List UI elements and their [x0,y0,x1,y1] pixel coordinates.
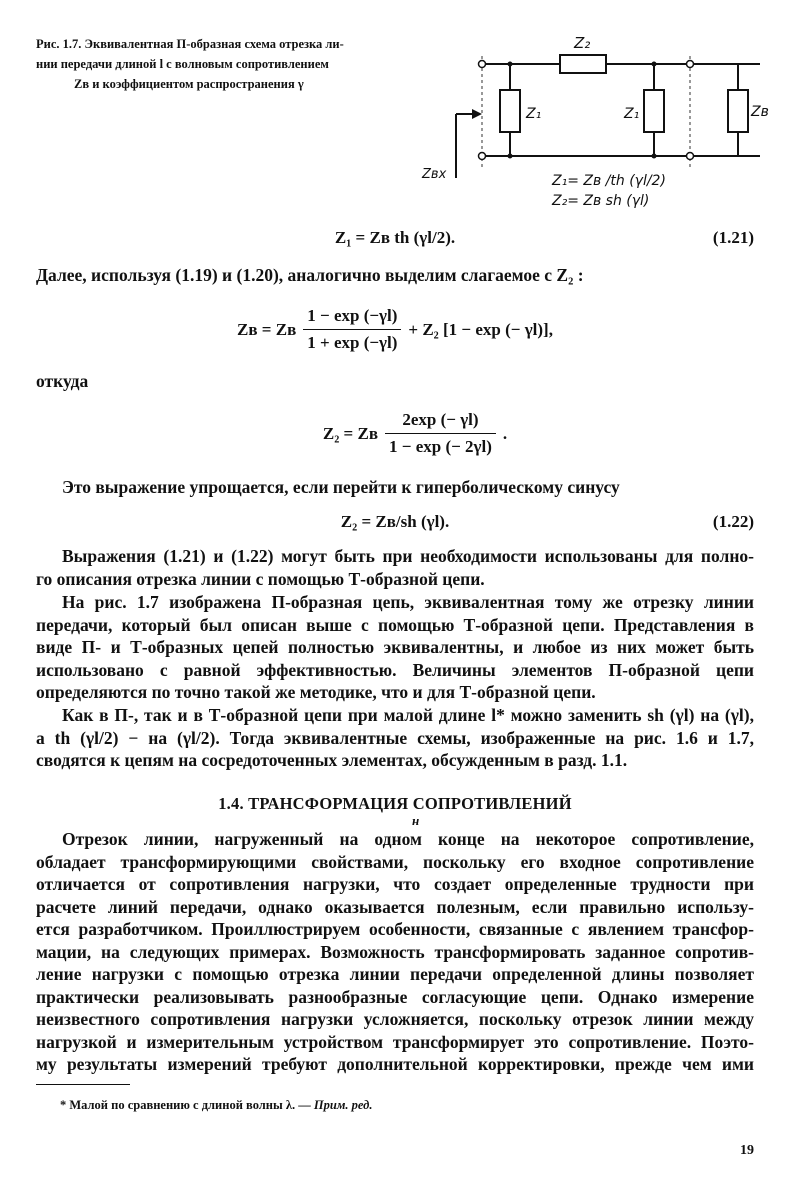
paragraph-vyrazheniya [36,545,754,590]
paragraph-eto [62,476,754,499]
equation-number: (1.21) [712,228,754,247]
formula-z2: Z₂= Zв sh (γl) [552,193,650,209]
text-line: нагрузкой и измерительным устройством трансформирует это сопротивление. Поэто- [36,1031,754,1052]
z1-right-label: Z₁ [624,106,640,122]
equation-text: Z₂ = Zв/sh (γl). [340,512,450,531]
fraction [385,410,496,457]
text-line: ление нагрузки с помощью отрезка линии передачи определенной длины позволяет [36,964,754,984]
text-line: Выражения (1.21) и (1.22) могут быть при необходимости использованы для полно- [62,546,754,566]
equation-rest: . [502,423,508,443]
zin-label: Zвх [422,167,447,182]
section-heading: 1.4. ТРАНСФОРМАЦИЯ СОПРОТИВЛЕНИЙ [218,794,572,813]
page-number: 19 [740,1143,754,1158]
fraction [303,306,401,353]
input-arrow-icon [472,109,482,119]
text-line: отличается от сопротивления нагрузки, что создает определенные трудности при [36,874,754,894]
fraction-denominator: 1 + exp (−γl) [307,333,398,352]
equation-lhs: Z₂ = Zв [322,423,379,443]
text-line: использовано с равной эффективностью. Величины элементов П-образной цепи [36,659,754,680]
paragraph-otkuda [36,370,754,393]
text-line: определяются по точно такой же методике, что и для Т-образной цепи. [36,682,596,702]
text-line: виде П- и Т-образных цепей полностью эквивалентны, и любое из них может быть [36,637,754,657]
fraction-numerator: 2exp (− γl) [385,410,496,434]
correction-mark: н [412,813,420,828]
footnote [60,1098,372,1113]
z2-label: Z₂ [574,34,591,52]
text-line: го описания отрезка линии с помощью Т-образной цепи. [36,568,485,589]
text-line: Это выражение упрощается, если перейти к гиперболическому синусу [62,477,620,497]
text-line: Как в П-, так и в Т-образной цепи при малой длине l* можно заменить sh (γl) на (γl), [62,705,754,725]
z2-series-element [560,55,606,73]
equation-text: Z₁ = Zв th (γl/2). [334,228,456,247]
equation-number: (1.22) [712,512,754,531]
text-line: откуда [36,371,89,391]
paragraph-dalee [36,264,754,287]
equation-zv [36,306,754,366]
paragraph-otrezok [36,828,754,1076]
zv-load-element [728,90,748,132]
text-line: сводятся к цепям на сосредоточенных элементах, обсужденным в разд. 1.1. [36,750,628,770]
text-line: ется разработчиком. Проиллюстрируем особенности, связанные с явлением трансфор- [36,919,754,939]
pi-circuit-diagram [420,28,770,218]
text-line: а th (γl/2) − на (γl/2). Тогда эквивалентные схемы, изображенные на рис. 1.6 и 1.7, [36,727,754,748]
z1-right-element [644,90,664,132]
text-line: Отрезок линии, нагруженный на одном конце на некоторое сопротивление, [62,829,754,849]
zv-label: Zв [751,104,769,120]
text-line: передачи, который был описан выше с помощью Т-образной цепи. Представления в [36,614,754,635]
caption-line: Zв и коэффициентом распространения γ [74,77,304,91]
equation-1-22 [36,512,754,536]
text-line: Далее, используя (1.19) и (1.20), аналогично выделим слагаемое с Z₂ : [36,265,584,285]
caption-line: нии передачи длиной l с волновым сопротивлением [36,57,329,71]
fraction-denominator: 1 − exp (− 2γl) [389,437,492,456]
z1-left-element [500,90,520,132]
fraction-numerator: 1 − exp (−γl) [303,306,401,330]
footnote-text: * Малой по сравнению с длиной волны λ. — [60,1098,314,1112]
footnote-divider [36,1084,130,1085]
text-line: практически реализовывать разнообразные согласующие цепи. Однако измерение [36,986,754,1007]
formula-z1: Z₁= Zв /th (γl/2) [552,173,666,189]
paragraph-kak [36,704,754,772]
footnote-editor-note: Прим. ред. [313,1098,373,1112]
figure-caption [36,34,386,94]
text-line: неизвестного сопротивления нагрузки усложняется, поскольку отрезок линии между [36,1009,754,1029]
equation-1-21 [36,228,754,252]
text-line: На рис. 1.7 изображена П-образная цепь, эквивалентная тому же отрезку линии [62,592,754,612]
text-line: обладает трансформирующими свойствами, поскольку его входное сопротивление [36,851,754,872]
equation-rest: + Z₂ [1 − exp (− γl)], [408,319,553,339]
text-line: му результаты измерений требуют дополнительной корректировки, прежде чем ими [36,1054,754,1074]
equation-lhs: Zв = Zв [237,319,297,339]
z1-left-label: Z₁ [526,106,542,122]
equation-z2 [36,410,754,470]
text-line: расчете линий передачи, однако оказывается полезным, если правильно использу- [36,896,754,917]
text-line: мации, на следующих примерах. Возможность трансформировать заданное сопротив- [36,941,754,962]
paragraph-na-ris [36,591,754,704]
caption-line: Рис. 1.7. Эквивалентная П-образная схема отрезка ли- [36,37,344,51]
